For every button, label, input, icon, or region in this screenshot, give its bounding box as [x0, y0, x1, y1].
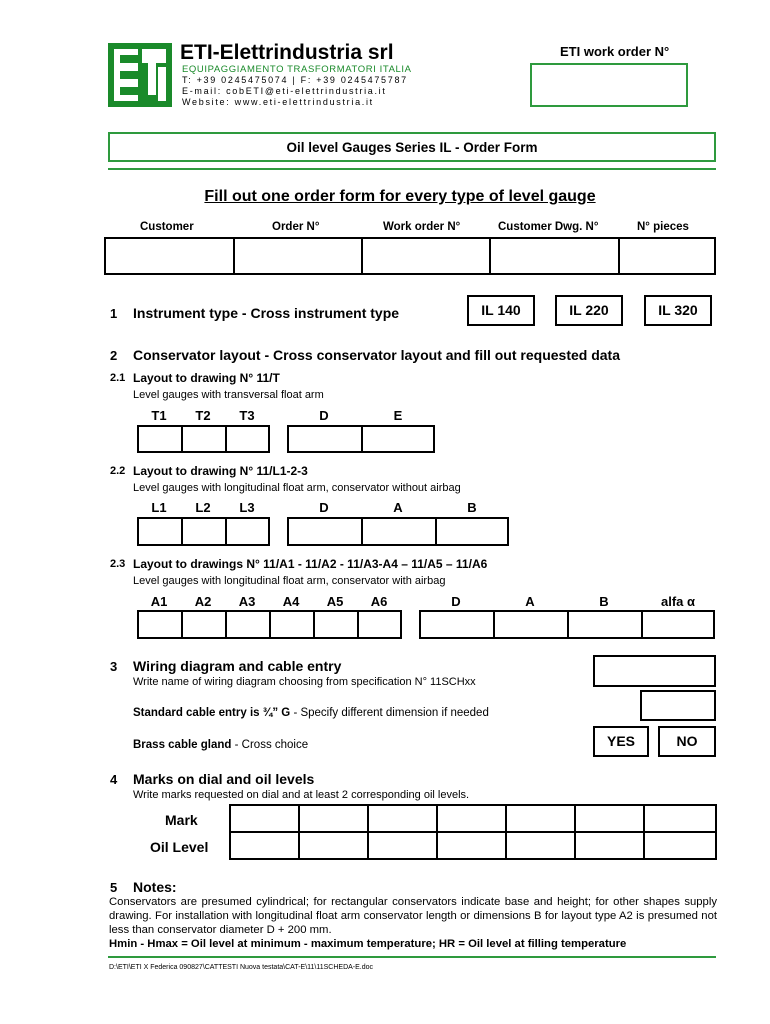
- s22-number: 2.2: [110, 465, 126, 477]
- label-t3: T3: [239, 408, 255, 423]
- oil-level-cell[interactable]: [574, 831, 645, 860]
- yes-option[interactable]: YES: [593, 726, 649, 757]
- il-220-option[interactable]: IL 220: [555, 295, 623, 326]
- a5-field[interactable]: [313, 610, 359, 639]
- l3-field[interactable]: [225, 517, 270, 546]
- col-work-order-no: Work order N°: [383, 221, 461, 233]
- label-l2: L2: [195, 500, 211, 515]
- mark-cell[interactable]: [436, 804, 507, 833]
- col-order-no: Order N°: [272, 221, 320, 233]
- label-t2: T2: [195, 408, 211, 423]
- il-320-option[interactable]: IL 320: [644, 295, 712, 326]
- col-pieces: N° pieces: [637, 221, 689, 233]
- section4-number: 4: [110, 772, 118, 787]
- t2-field[interactable]: [181, 425, 227, 453]
- l2-field[interactable]: [181, 517, 227, 546]
- mark-cell[interactable]: [229, 804, 300, 833]
- label-b: B: [467, 500, 477, 515]
- mark-row-label: Mark: [165, 812, 198, 828]
- a4-field[interactable]: [269, 610, 315, 639]
- header-divider: [108, 168, 716, 170]
- cable-entry-text: [133, 707, 489, 719]
- label-t1: T1: [151, 408, 167, 423]
- no-option[interactable]: NO: [658, 726, 716, 757]
- oil-level-row-label: Oil Level: [150, 839, 209, 855]
- section2-number: 2: [110, 348, 118, 363]
- l1-field[interactable]: [137, 517, 183, 546]
- a2-field[interactable]: [181, 610, 227, 639]
- instruction-heading: Fill out one order form for every type of level gauge: [204, 188, 596, 205]
- brass-gland-text: [133, 739, 308, 751]
- marks-table: [229, 804, 717, 860]
- s22-desc: Level gauges with longitudinal float arm, conservator without airbag: [133, 482, 461, 494]
- notes-text: Conservators are presumed cylindrical; for rectangular conservators indicate base and height; for other shapes supply drawing. For installation with longitudinal float arm conservator length or dimensions B for layout type A2 is presumed not less than conservator diameter D + 200 mm.: [109, 896, 717, 936]
- work-order-label: ETI work order N°: [560, 44, 670, 59]
- company-name: ETI-Elettrindustria srl: [180, 41, 394, 64]
- a6-field[interactable]: [357, 610, 402, 639]
- cable-entry-rest: - Specify different dimension if needed: [293, 707, 489, 719]
- section3-number: 3: [110, 659, 118, 674]
- section1-number: 1: [110, 306, 118, 321]
- mark-cell[interactable]: [574, 804, 645, 833]
- cable-entry-bold: Standard cable entry is ¾” G: [133, 707, 291, 719]
- label-a2: A2: [194, 594, 212, 609]
- label-d: D: [451, 594, 461, 609]
- cable-entry-field[interactable]: [640, 690, 716, 721]
- e-field[interactable]: [361, 425, 435, 453]
- section2-title: Conservator layout - Cross conservator layout and fill out requested data: [133, 347, 620, 363]
- work-order-no-field[interactable]: [361, 237, 491, 275]
- a-field[interactable]: [493, 610, 569, 639]
- customer-field[interactable]: [104, 237, 235, 275]
- label-a6: A6: [370, 594, 388, 609]
- section4-desc: Write marks requested on dial and at least 2 corresponding oil levels.: [133, 789, 470, 801]
- a3-field[interactable]: [225, 610, 271, 639]
- il-140-option[interactable]: IL 140: [467, 295, 535, 326]
- s21-title: Layout to drawing N° 11/T: [133, 371, 280, 385]
- section3-title: Wiring diagram and cable entry: [133, 658, 342, 674]
- mark-cell[interactable]: [367, 804, 438, 833]
- oil-level-cell[interactable]: [505, 831, 576, 860]
- s23-number: 2.3: [110, 558, 126, 570]
- label-alfa: alfa α: [660, 594, 695, 609]
- a-field[interactable]: [361, 517, 437, 546]
- email-line: E-mail: cobETI@eti-elettrindustria.it: [182, 86, 387, 96]
- label-a1: A1: [150, 594, 168, 609]
- brass-gland-bold: Brass cable gland: [133, 739, 232, 751]
- label-d: D: [319, 408, 329, 423]
- alfa-field[interactable]: [641, 610, 715, 639]
- oil-level-cell[interactable]: [367, 831, 438, 860]
- label-b: B: [599, 594, 609, 609]
- s22-title: Layout to drawing N° 11/L1-2-3: [133, 464, 308, 478]
- s23-desc: Level gauges with longitudinal float arm, conservator with airbag: [133, 575, 446, 587]
- mark-cell[interactable]: [298, 804, 369, 833]
- company-logo: [108, 43, 172, 107]
- order-no-field[interactable]: [233, 237, 363, 275]
- section5-number: 5: [110, 880, 118, 895]
- pieces-field[interactable]: [618, 237, 716, 275]
- col-customer: Customer: [140, 221, 194, 233]
- footer-path: D:\ETI\ETI X Federica 090827\CATTESTI Nuova testata\CAT-E\11\11SCHEDA-E.doc: [109, 964, 374, 971]
- s23-title: Layout to drawings N° 11/A1 - 11/A2 - 11/A3-A4 – 11/A5 – 11/A6: [133, 557, 488, 571]
- mark-cell[interactable]: [643, 804, 717, 833]
- t3-field[interactable]: [225, 425, 270, 453]
- brass-gland-rest: - Cross choice: [234, 739, 309, 751]
- label-a4: A4: [282, 594, 300, 609]
- website-line: Website: www.eti-elettrindustria.it: [182, 97, 374, 107]
- s21-number: 2.1: [110, 372, 126, 384]
- d-field[interactable]: [287, 425, 363, 453]
- section1-title: Instrument type - Cross instrument type: [133, 305, 400, 321]
- b-field[interactable]: [567, 610, 643, 639]
- label-a5: A5: [326, 594, 344, 609]
- phone-line: T: +39 0245475074 | F: +39 0245475787: [182, 75, 408, 85]
- mark-cell[interactable]: [505, 804, 576, 833]
- a1-field[interactable]: [137, 610, 183, 639]
- col-customer-dwg: Customer Dwg. N°: [498, 221, 599, 233]
- company-subtitle: EQUIPAGGIAMENTO TRASFORMATORI ITALIA: [182, 64, 412, 75]
- oil-level-cell[interactable]: [298, 831, 369, 860]
- section3-desc: Write name of wiring diagram choosing from specification N° 11SCHxx: [133, 676, 476, 688]
- section5-title: Notes:: [133, 879, 177, 895]
- eti-work-order-field[interactable]: [530, 63, 688, 107]
- label-a3: A3: [238, 594, 256, 609]
- t1-field[interactable]: [137, 425, 183, 453]
- label-d: D: [319, 500, 329, 515]
- s21-desc: Level gauges with transversal float arm: [133, 389, 324, 401]
- oil-level-cell[interactable]: [643, 831, 717, 860]
- form-title: Oil level Gauges Series IL - Order Form: [286, 139, 538, 155]
- form-title-box: [108, 132, 716, 162]
- footer-divider: [108, 956, 716, 958]
- section4-title: Marks on dial and oil levels: [133, 771, 315, 787]
- label-l3: L3: [239, 500, 255, 515]
- d-field[interactable]: [419, 610, 495, 639]
- wiring-diagram-field[interactable]: [593, 655, 716, 687]
- oil-level-cell[interactable]: [436, 831, 507, 860]
- label-a: A: [393, 500, 403, 515]
- oil-level-cell[interactable]: [229, 831, 300, 860]
- label-l1: L1: [151, 500, 167, 515]
- label-e: E: [393, 408, 403, 423]
- label-a: A: [525, 594, 535, 609]
- customer-dwg-field[interactable]: [489, 237, 620, 275]
- d-field[interactable]: [287, 517, 363, 546]
- notes-bold-line: Hmin - Hmax = Oil level at minimum - maximum temperature; HR = Oil level at filling temperature: [109, 938, 627, 950]
- b-field[interactable]: [435, 517, 509, 546]
